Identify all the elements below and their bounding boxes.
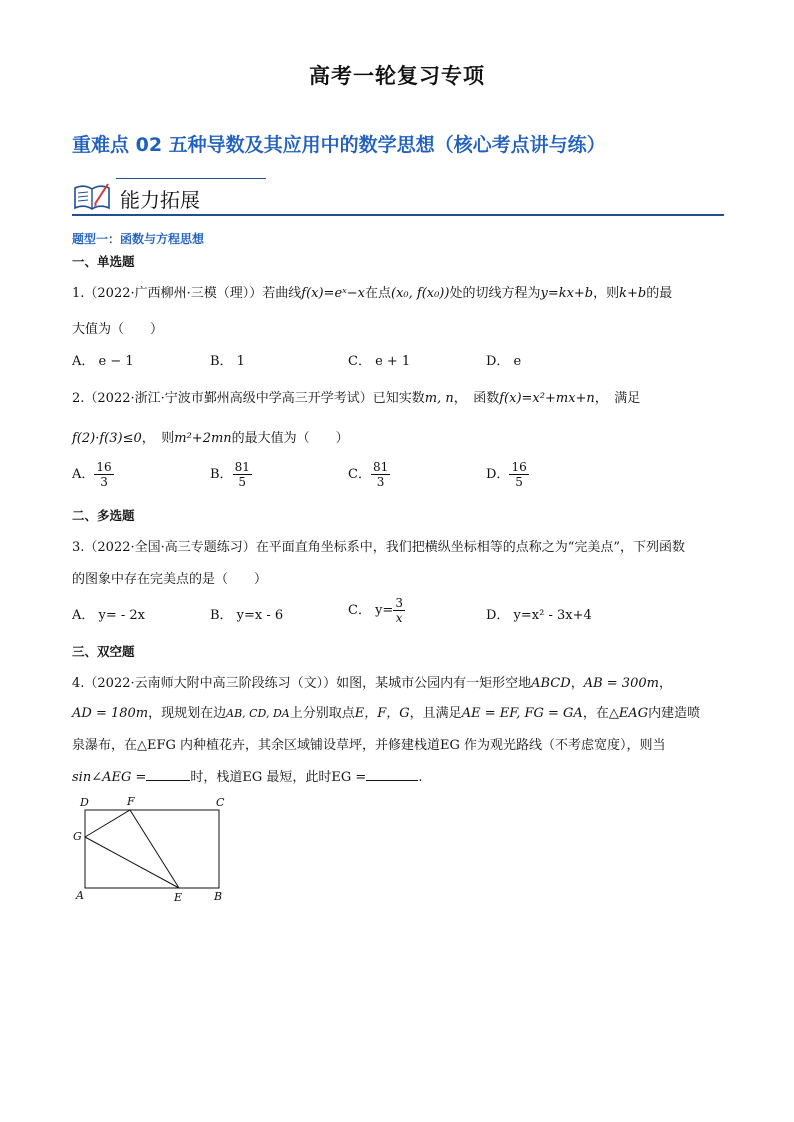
label-f: F [127,795,135,808]
q1-kb: k+b [619,286,647,301]
q1-function: f(x)=eˣ−x [301,286,365,301]
q4-ab-length: AB = 300m [583,676,659,691]
q4-sides: AB, CD, DA [226,707,290,720]
q2-option-a-den: 3 [100,475,108,489]
q1-text-mid: 在点 [364,286,391,301]
q1-option-d: D． e [486,354,522,369]
q4-line1 [72,672,672,691]
q2-option-b [210,460,252,489]
q2-option-d [486,460,529,489]
label-b: B [214,890,223,903]
q3-line2: 的图象中存在完美点的是（ ） [72,572,268,587]
q2-option-c-den: 3 [376,475,385,489]
q4-eag: EAG [618,706,649,721]
q4-mid4: ，在△ [582,706,619,721]
q4-blank-1[interactable] [146,768,190,781]
q2-line1 [72,387,640,406]
q1-line1 [72,282,672,301]
q3-option-c-fraction [393,596,405,625]
q1-text-tail: ，则 [593,286,620,301]
q2-option-c-fraction [371,460,390,489]
label-c: C [216,796,225,809]
q2-option-d-num: 16 [511,460,527,474]
q4-mid2: 上分别取点 [289,706,355,721]
q4-mid3: ，且满足 [409,706,462,721]
q2-text-pre: 2.（2022·浙江·宁波市鄞州高级中学高三开学考试）已知实数 [72,391,425,406]
q2-mn: m, n [424,391,454,406]
q2-option-b-den: 5 [238,475,247,489]
q1-point: (x₀, f(x₀)) [391,286,450,301]
section-multi-choice: 二、多选题 [72,508,135,523]
q1-option-b: B． 1 [210,354,245,369]
q4-line2 [72,702,700,721]
q2-option-d-fraction [509,460,528,489]
q2-option-c-num: 81 [372,460,389,474]
q3-line1: 3.（2022·全国·高三专题练习）在平面直角坐标系中，我们把横纵坐标相等的点称之为“完美点”，下列函数 [72,540,686,555]
q1-text-pre: 1.（2022·广西柳州·三模（理））若曲线 [72,286,302,301]
q2-option-a-fraction [94,460,113,489]
section-double-blank: 三、双空题 [72,644,135,659]
q4-end2: 内建造喷 [648,706,701,721]
label-a: A [76,889,84,902]
q3-option-b: B． y=x - 6 [210,608,284,623]
q1-text-mid2: 处的切线方程为 [449,286,541,301]
label-d: D [80,796,89,809]
q3-option-c-label: C． y= [348,603,394,618]
page-title: 高考一轮复习专项 [309,64,485,88]
q1-text-end: 的最 [646,286,673,301]
q2-option-c-label: C． [348,467,371,482]
q3-option-c-den: x [395,611,403,625]
q4-end1: ， [658,676,672,691]
q2-condition: f(2)·f(3)≤0 [72,431,142,446]
figure-diagram [72,794,232,906]
q2-option-b-fraction [233,460,252,489]
q1-tangent-eq: y=kx+b [540,286,594,301]
q3-option-c-num: 3 [395,596,403,610]
q1-line2: 大值为（ ） [72,322,164,337]
banner-top-line [116,178,266,179]
q4-line3: 泉瀑布，在△EFG 内种植花卉，其余区域铺设草坪，并修建栈道EG 作为观光路线（不考虑宽度），则当 [72,738,666,753]
q4-text-pre: 4.（2022·云南师大附中高三阶段练习（文））如图，某城市公园内有一矩形空地 [72,676,532,691]
question-type-heading: 题型一：函数与方程思想 [72,232,205,246]
label-g: G [73,830,82,843]
q4-mid: ，现规划在边 [148,706,227,721]
q3-option-c [348,596,405,625]
q4-mid5: 时，栈道EG 最短，此时EG = [190,770,367,785]
q2-option-a-label: A． [72,467,95,482]
banner-rule [72,214,724,216]
q2-option-c [348,460,390,489]
q4-ad-length: AD = 180m [72,706,149,721]
q2-line2 [72,427,349,446]
q2-text-mid2: ， 则 [141,431,175,446]
q4-line4 [72,766,422,785]
q2-option-b-label: B． [210,467,233,482]
q4-blank-2[interactable] [366,768,418,781]
section-single-choice: 一、单选题 [72,254,135,269]
q1-option-a: A． e − 1 [72,354,134,369]
q4-points: E，F，G [354,706,410,721]
q4-end4: . [418,770,423,785]
q4-abcd: ABCD [531,676,571,691]
q2-option-b-num: 81 [234,460,250,474]
q3-option-a: A． y= - 2x [72,608,146,623]
q2-expression: m²+2mn [174,431,232,446]
document-subtitle: 重难点 02 五种导数及其应用中的数学思想（核心考点讲与练） [72,134,606,156]
q2-text-end: ， 满足 [594,391,641,406]
q2-option-d-label: D． [486,467,510,482]
banner-label: 能力拓展 [120,188,200,212]
open-book-pen-icon [72,180,112,212]
q2-text-end2: 的最大值为（ ） [231,431,349,446]
q3-option-d: D． y=x² - 3x+4 [486,608,592,623]
q4-sep: ， [570,676,584,691]
q4-sin-expr: sin∠AEG = [72,770,147,785]
q2-text-mid: ， 函数 [453,391,500,406]
q2-option-d-den: 5 [515,475,523,489]
q2-function: f(x)=x²+mx+n [499,391,595,406]
q2-option-a-num: 16 [96,460,112,474]
q2-option-a [72,460,114,489]
label-e: E [174,891,183,904]
section-banner [72,176,724,216]
q1-option-c: C． e + 1 [348,354,411,369]
q4-condition: AE = EF, FG = GA [461,706,583,721]
rectangle-figure [72,794,232,906]
